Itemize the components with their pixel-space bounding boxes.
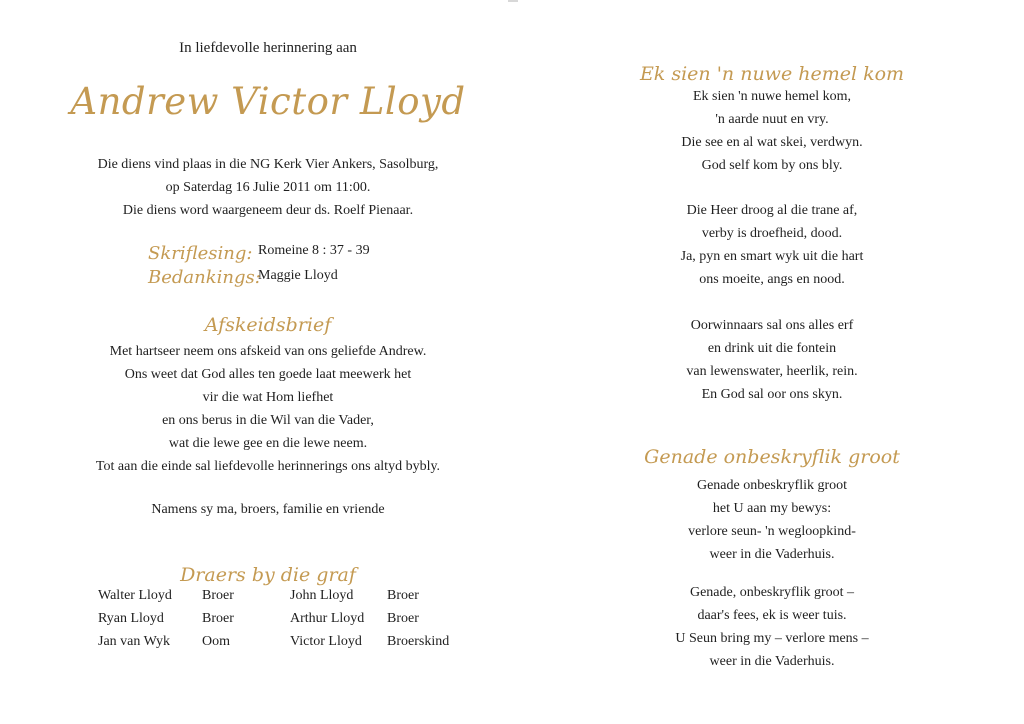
- hymn2-verse-2: [540, 581, 1004, 673]
- verse-line: Die Heer droog al die trane af,: [686, 203, 858, 218]
- verse-line: U Seun bring my – verlore mens –: [675, 631, 869, 646]
- hymn1-verse-1: [540, 85, 1004, 177]
- bearer-relation: Broer: [387, 611, 419, 626]
- verse-line: En God sal oor ons skyn.: [701, 387, 843, 402]
- verse-line: Genade onbeskryflik groot: [696, 478, 848, 493]
- bearer-name: Walter Lloyd: [98, 588, 172, 603]
- bearer-name: Victor Lloyd: [290, 634, 362, 649]
- farewell-line: Tot aan die einde sal liefdevolle herinnerings ons altyd bybly.: [95, 459, 441, 474]
- hymn1-verse-2: [540, 199, 1004, 291]
- scan-mark: [508, 0, 518, 2]
- verse-line: het U aan my bewys:: [712, 501, 832, 516]
- hymn1-verse-3: [540, 314, 1004, 406]
- service-details: [0, 153, 536, 222]
- deceased-name: Andrew Victor Lloyd: [70, 80, 466, 123]
- bearer-name: Arthur Lloyd: [290, 611, 365, 626]
- verse-line: 'n aarde nuut en vry.: [715, 112, 829, 127]
- verse-line: ons moeite, angs en nood.: [699, 272, 845, 287]
- bearers-title: Draers by die graf: [180, 564, 356, 586]
- service-line: Die diens vind plaas in die NG Kerk Vier Ankers, Sasolburg,: [97, 157, 439, 172]
- intro-text: In liefdevolle herinnering aan: [179, 40, 357, 56]
- verse-line: Ek sien 'n nuwe hemel kom,: [692, 89, 852, 104]
- verse-line: Ja, pyn en smart wyk uit die hart: [680, 249, 864, 264]
- hymn2-title: Genade onbeskryflik groot: [644, 446, 900, 468]
- farewell-title: Afskeidsbrief: [204, 314, 332, 336]
- reading-value: Romeine 8 : 37 - 39: [258, 243, 370, 258]
- bearer-name: John Lloyd: [290, 588, 354, 603]
- verse-line: Oorwinnaars sal ons alles erf: [690, 318, 854, 333]
- verse-line: verby is droefheid, dood.: [701, 226, 843, 241]
- verse-line: weer in die Vaderhuis.: [709, 547, 835, 562]
- verse-line: en drink uit die fontein: [707, 341, 837, 356]
- verse-line: van lewenswater, heerlik, rein.: [686, 364, 858, 379]
- verse-line: Die see en al wat skei, verdwyn.: [681, 135, 863, 150]
- farewell-signoff: Namens sy ma, broers, familie en vriende: [151, 502, 385, 517]
- bearer-relation: Broer: [387, 588, 419, 603]
- reading-label: Skriflesing:: [148, 243, 253, 264]
- bearer-relation: Broer: [202, 588, 234, 603]
- bearer-relation: Oom: [202, 634, 230, 649]
- farewell-letter: [0, 340, 536, 478]
- farewell-line: vir die wat Hom liefhet: [202, 390, 334, 405]
- verse-line: weer in die Vaderhuis.: [709, 654, 835, 669]
- hymn2-verse-1: [540, 474, 1004, 566]
- bearer-name: Ryan Lloyd: [98, 611, 164, 626]
- farewell-line: Ons weet dat God alles ten goede laat meewerk het: [124, 367, 412, 382]
- verse-line: daar's fees, ek is weer tuis.: [697, 608, 847, 623]
- farewell-line: Met hartseer neem ons afskeid van ons geliefde Andrew.: [109, 344, 427, 359]
- bearer-relation: Broer: [202, 611, 234, 626]
- farewell-line: en ons berus in die Wil van die Vader,: [162, 413, 374, 428]
- bearer-name: Jan van Wyk: [98, 634, 170, 649]
- farewell-line: wat die lewe gee en die lewe neem.: [168, 436, 368, 451]
- verse-line: Genade, onbeskryflik groot –: [689, 585, 855, 600]
- verse-line: God self kom by ons bly.: [701, 158, 843, 173]
- thanks-value: Maggie Lloyd: [258, 268, 338, 283]
- hymn1-title: Ek sien 'n nuwe hemel kom: [639, 63, 905, 85]
- bearer-relation: Broerskind: [387, 634, 450, 649]
- thanks-label: Bedankings:: [148, 267, 261, 288]
- service-line: Die diens word waargeneem deur ds. Roelf Pienaar.: [122, 203, 414, 218]
- verse-line: verlore seun- 'n wegloopkind-: [688, 524, 856, 539]
- service-line: op Saterdag 16 Julie 2011 om 11:00.: [165, 180, 371, 195]
